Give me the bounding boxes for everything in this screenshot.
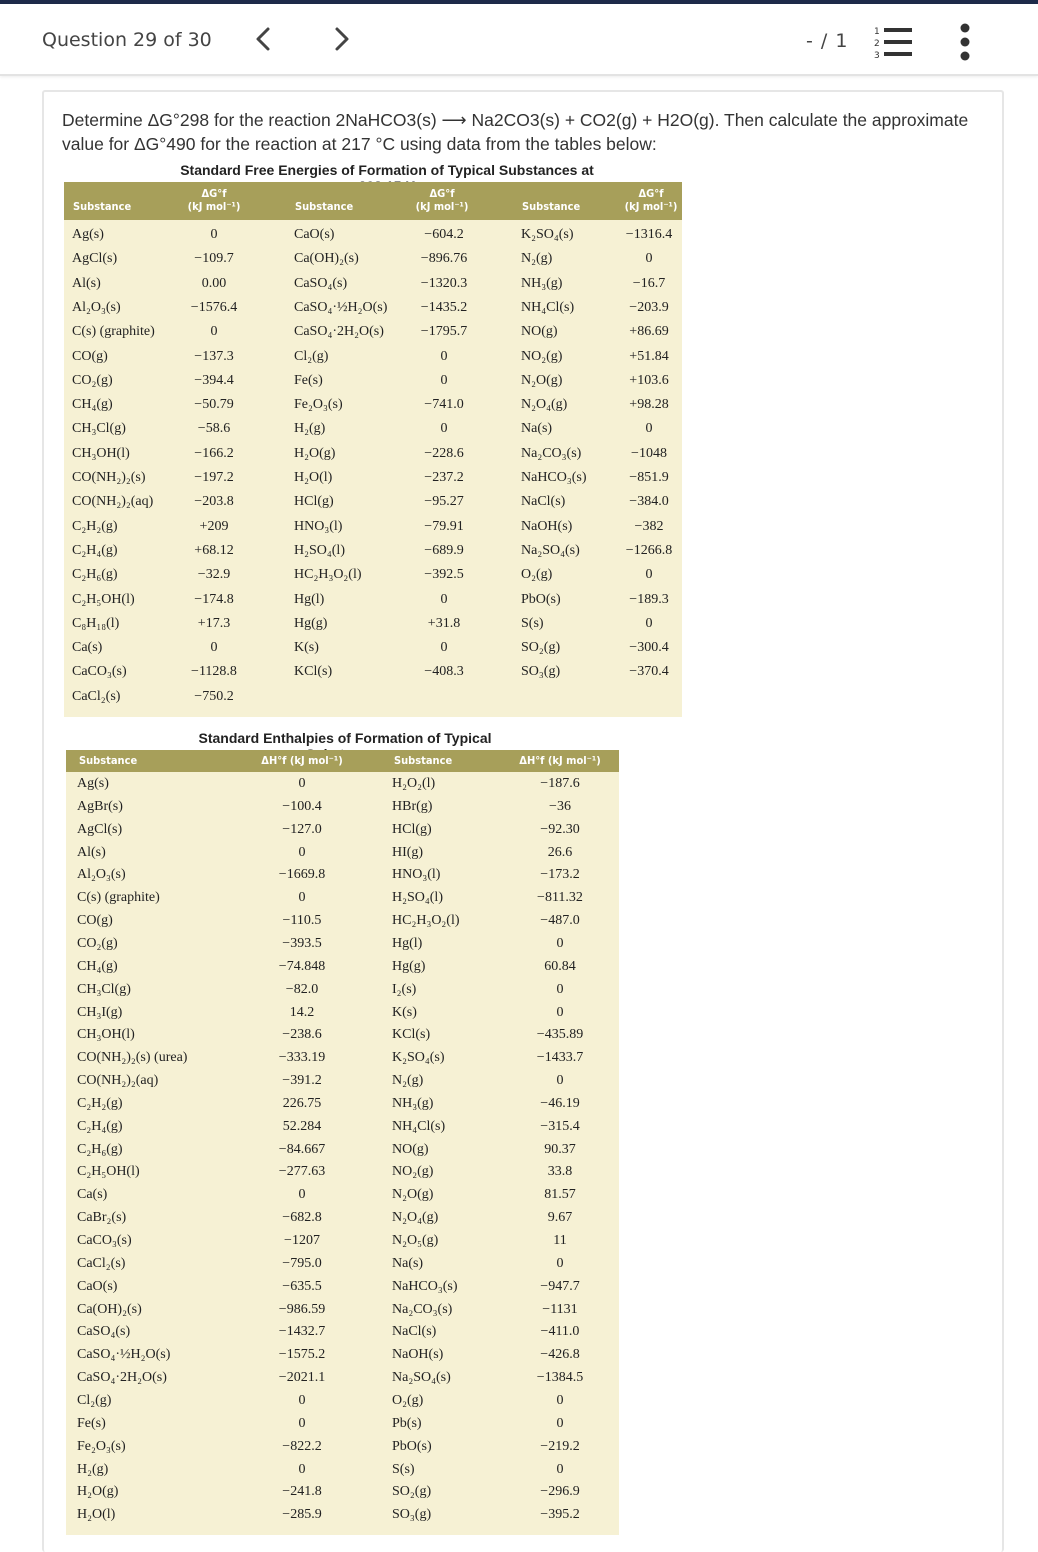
table-value-cell: −277.63 bbox=[278, 1164, 326, 1180]
table-substance-cell: O₂(g) bbox=[392, 1392, 424, 1408]
table-value-cell: +86.69 bbox=[629, 324, 669, 340]
table-value-cell: 81.57 bbox=[544, 1187, 576, 1203]
table-value-cell: +17.3 bbox=[197, 615, 231, 631]
more-options-button[interactable] bbox=[955, 20, 975, 64]
table-value-cell: −127.0 bbox=[282, 821, 322, 837]
table-value-cell: −79.91 bbox=[424, 518, 464, 534]
header-value-1 bbox=[174, 187, 254, 213]
table-value-cell: −395.2 bbox=[540, 1507, 580, 1523]
header-value-unit: (kJ mol⁻¹) bbox=[187, 200, 241, 213]
table-substance-cell: Ca(s) bbox=[72, 640, 103, 656]
table-value-cell: 0 bbox=[556, 1073, 564, 1089]
table-substance-cell: CO(NH₂)₂(aq) bbox=[72, 494, 154, 510]
table-value-cell: 0.00 bbox=[201, 275, 227, 291]
table-value-cell: −219.2 bbox=[540, 1438, 580, 1454]
next-question-button[interactable] bbox=[326, 24, 356, 54]
table-value-cell: 33.8 bbox=[547, 1164, 573, 1180]
table-value-cell: 0 bbox=[645, 615, 653, 631]
table-value-cell: −285.9 bbox=[282, 1507, 322, 1523]
table-substance-cell: C₂H₆(g) bbox=[72, 567, 118, 583]
table-substance-cell: CH₃I(g) bbox=[77, 1004, 123, 1020]
enthalpy-table bbox=[66, 750, 619, 1535]
table-substance-cell: C₂H₂(g) bbox=[77, 1095, 123, 1111]
table-substance-cell: CH₄(g) bbox=[77, 958, 118, 974]
table-substance-cell: NaOH(s) bbox=[392, 1347, 444, 1363]
question-text bbox=[62, 108, 982, 156]
header-value-symbol: ΔG°f bbox=[638, 187, 664, 200]
table-value-cell: −384.0 bbox=[629, 494, 669, 510]
table-substance-cell: CaBr₂(s) bbox=[77, 1210, 127, 1226]
table-value-cell: −382 bbox=[634, 518, 664, 534]
table-substance-cell: CaO(s) bbox=[77, 1278, 118, 1294]
table-value-cell: −408.3 bbox=[424, 664, 464, 680]
table-substance-cell: HNO₃(l) bbox=[294, 518, 343, 534]
table-substance-cell: Cl₂(g) bbox=[294, 348, 329, 364]
table-value-cell: 0 bbox=[210, 324, 218, 340]
table-value-cell: −1207 bbox=[284, 1233, 320, 1248]
table-value-cell: 0 bbox=[298, 1392, 306, 1408]
table-substance-cell: C₂H₅OH(l) bbox=[72, 591, 135, 607]
table-value-cell: 0 bbox=[556, 1392, 564, 1408]
table-substance-cell: KCl(s) bbox=[294, 664, 333, 680]
free-energy-table-title: Standard Free Energies of Formation of Typical Substances at bbox=[180, 162, 594, 178]
header-value-symbol: ΔG°f bbox=[201, 187, 227, 200]
table-substance-cell: Fe(s) bbox=[77, 1415, 106, 1431]
table-substance-cell: Hg(l) bbox=[294, 591, 325, 607]
table-value-cell: −741.0 bbox=[424, 397, 464, 413]
table-substance-cell: CH₃OH(l) bbox=[77, 1027, 135, 1043]
chevron-right-icon bbox=[326, 24, 356, 54]
table-value-cell: 0 bbox=[556, 1415, 564, 1431]
svg-text:3: 3 bbox=[874, 51, 880, 60]
table-value-cell: −82.0 bbox=[285, 981, 319, 997]
table-substance-cell: HNO₃(l) bbox=[392, 867, 441, 883]
table-value-cell: 0 bbox=[298, 1187, 306, 1203]
table-value-cell: +31.8 bbox=[427, 615, 461, 631]
table-substance-cell: CO(g) bbox=[72, 348, 108, 364]
table-substance-cell: H₂O₂(l) bbox=[392, 776, 436, 791]
table-value-cell: −197.2 bbox=[194, 470, 234, 485]
question-header bbox=[0, 4, 1038, 76]
table-substance-cell: C₂H₅OH(l) bbox=[77, 1164, 140, 1180]
table-value-cell: 0 bbox=[440, 372, 448, 388]
table-substance-cell: C₂H₄(g) bbox=[72, 542, 118, 558]
table-substance-cell: Na(s) bbox=[521, 421, 553, 437]
table-value-cell: −487.0 bbox=[540, 913, 580, 929]
table-substance-cell: CaCO₃(s) bbox=[77, 1233, 132, 1248]
table-value-cell: −947.7 bbox=[540, 1278, 580, 1294]
table-substance-cell: CO(g) bbox=[77, 913, 113, 929]
table-substance-cell: AgBr(s) bbox=[77, 798, 123, 814]
table-substance-cell: H₂O(l) bbox=[294, 470, 333, 485]
table-substance-cell: K₂SO₄(s) bbox=[392, 1050, 445, 1066]
table-value-cell: −1575.2 bbox=[278, 1347, 326, 1363]
table-substance-cell: NH₄Cl(s) bbox=[392, 1118, 446, 1134]
table-value-cell: −1669.8 bbox=[278, 867, 326, 883]
table-value-cell: 0 bbox=[645, 421, 653, 437]
table-value-cell: 0 bbox=[298, 1461, 306, 1477]
table-value-cell: −74.848 bbox=[278, 958, 326, 974]
table-value-cell: −238.6 bbox=[282, 1027, 322, 1043]
table-value-cell: −1316.4 bbox=[625, 227, 673, 242]
score-display: - / 1 bbox=[806, 30, 849, 52]
header-value-symbol: ΔG°f bbox=[429, 187, 455, 200]
header-substance-2: Substance bbox=[394, 754, 453, 767]
table-value-cell: −300.4 bbox=[629, 640, 669, 656]
table-substance-cell: NH₃(g) bbox=[392, 1095, 434, 1111]
table-substance-cell: HCl(g) bbox=[294, 494, 334, 510]
table-value-cell: +68.12 bbox=[194, 542, 234, 558]
table-substance-cell: CO₂(g) bbox=[72, 372, 113, 388]
table-value-cell: +51.84 bbox=[629, 348, 669, 364]
table-value-cell: −32.9 bbox=[197, 567, 231, 583]
table-substance-cell: C₈H₁₈(l) bbox=[72, 615, 120, 631]
table-value-cell: −811.32 bbox=[537, 890, 583, 906]
enthalpy-table-title: Standard Enthalpies of Formation of Typical bbox=[198, 730, 492, 746]
table-substance-cell: HI(g) bbox=[392, 844, 424, 860]
table-value-cell: −822.2 bbox=[282, 1438, 322, 1454]
question-list-button[interactable] bbox=[872, 24, 914, 60]
table-value-cell: −750.2 bbox=[194, 688, 234, 704]
table-substance-cell: NO(g) bbox=[521, 324, 558, 340]
table-substance-cell: I₂(s) bbox=[392, 981, 417, 997]
previous-question-button[interactable] bbox=[249, 24, 279, 54]
table-substance-cell: AgCl(s) bbox=[77, 821, 123, 837]
table-substance-cell: Ag(s) bbox=[77, 776, 109, 791]
table-value-cell: −1131 bbox=[542, 1301, 578, 1317]
table-substance-cell: C₂H₆(g) bbox=[77, 1141, 123, 1157]
table-substance-cell: NaHCO₃(s) bbox=[521, 470, 587, 485]
table-value-cell: −1435.2 bbox=[420, 299, 468, 315]
table-substance-cell: Al₂O₃(s) bbox=[77, 867, 126, 883]
table-substance-cell: Na₂CO₃(s) bbox=[521, 445, 582, 461]
table-value-cell: −100.4 bbox=[282, 798, 322, 814]
table-value-cell: 0 bbox=[298, 890, 306, 906]
table-value-cell: −604.2 bbox=[424, 227, 464, 242]
table-substance-cell: CO(NH₂)₂(aq) bbox=[77, 1073, 159, 1089]
table-value-cell: −795.0 bbox=[282, 1255, 322, 1271]
table-substance-cell: CH₃Cl(g) bbox=[77, 981, 131, 997]
table-value-cell: 0 bbox=[556, 981, 564, 997]
table-substance-cell: Cl₂(g) bbox=[77, 1392, 112, 1408]
table-substance-cell: Ca(OH)₂(s) bbox=[77, 1301, 142, 1317]
table-value-cell: 11 bbox=[553, 1233, 567, 1248]
table-value-cell: −237.2 bbox=[424, 470, 464, 485]
table-value-cell: −92.30 bbox=[540, 821, 580, 837]
table-value-cell: −682.8 bbox=[282, 1210, 322, 1226]
table-substance-cell: H₂O(g) bbox=[294, 445, 336, 461]
table-substance-cell: Na₂SO₄(s) bbox=[392, 1370, 451, 1386]
table-substance-cell: PbO(s) bbox=[521, 591, 561, 607]
table-substance-cell: CaCl₂(s) bbox=[77, 1255, 126, 1271]
more-vertical-icon bbox=[955, 20, 975, 64]
header-value-unit: (kJ mol⁻¹) bbox=[415, 200, 469, 213]
table-substance-cell: H₂SO₄(l) bbox=[294, 542, 345, 558]
table-substance-cell: NaHCO₃(s) bbox=[392, 1278, 458, 1294]
table-value-cell: −986.59 bbox=[278, 1301, 326, 1317]
free-energy-table bbox=[64, 182, 682, 717]
table-substance-cell: HC₂H₃O₂(l) bbox=[392, 913, 460, 929]
free-energy-table-header bbox=[64, 182, 682, 220]
table-value-cell: 0 bbox=[556, 1255, 564, 1271]
table-substance-cell: Pb(s) bbox=[392, 1415, 422, 1431]
table-substance-cell: CaCO₃(s) bbox=[72, 664, 127, 680]
table-substance-cell: H₂SO₄(l) bbox=[392, 890, 443, 906]
table-substance-cell: Fe₂O₃(s) bbox=[77, 1438, 126, 1454]
table-substance-cell: C(s) (graphite) bbox=[72, 324, 155, 340]
table-value-cell: −203.9 bbox=[629, 299, 669, 315]
chevron-left-icon bbox=[249, 24, 279, 54]
table-substance-cell: N₂O₄(g) bbox=[392, 1210, 439, 1226]
table-substance-cell: H₂O(l) bbox=[77, 1507, 116, 1523]
table-substance-cell: H₂O(g) bbox=[77, 1484, 119, 1500]
table-value-cell: −411.0 bbox=[540, 1324, 580, 1340]
table-value-cell: 0 bbox=[556, 1004, 564, 1020]
header-substance-2: Substance bbox=[295, 200, 354, 213]
table-substance-cell: K(s) bbox=[392, 1004, 417, 1020]
table-substance-cell: HC₂H₃O₂(l) bbox=[294, 567, 362, 583]
table-value-cell: −1795.7 bbox=[420, 324, 468, 340]
enthalpy-table-header bbox=[66, 750, 619, 772]
table-substance-cell: C₂H₂(g) bbox=[72, 518, 118, 534]
table-substance-cell: Na₂SO₄(s) bbox=[521, 542, 580, 558]
table-value-cell: +209 bbox=[199, 518, 229, 534]
header-value-2 bbox=[402, 187, 482, 213]
table-substance-cell: N₂(g) bbox=[521, 251, 553, 267]
table-substance-cell: C₂H₄(g) bbox=[77, 1118, 123, 1134]
table-substance-cell: SO₂(g) bbox=[521, 640, 561, 656]
table-substance-cell: CaSO₄(s) bbox=[77, 1324, 131, 1340]
table-substance-cell: Fe₂O₃(s) bbox=[294, 397, 343, 413]
header-value-3 bbox=[611, 187, 691, 213]
table-substance-cell: PbO(s) bbox=[392, 1438, 432, 1454]
table-substance-cell: CO(NH₂)₂(s) (urea) bbox=[77, 1050, 188, 1066]
table-value-cell: −228.6 bbox=[424, 445, 464, 461]
table-value-cell: 0 bbox=[210, 640, 218, 656]
table-value-cell: −391.2 bbox=[282, 1073, 322, 1089]
table-value-cell: −1433.7 bbox=[536, 1050, 584, 1066]
table-substance-cell: CO(NH₂)₂(s) bbox=[72, 470, 146, 485]
header-value-unit: (kJ mol⁻¹) bbox=[624, 200, 678, 213]
table-substance-cell: CaSO₄·½H₂O(s) bbox=[77, 1347, 171, 1363]
table-value-cell: 0 bbox=[298, 776, 306, 791]
table-value-cell: −1384.5 bbox=[536, 1370, 584, 1386]
table-value-cell: −1128.8 bbox=[191, 664, 237, 680]
table-value-cell: −187.6 bbox=[540, 776, 580, 791]
table-substance-cell: CaSO₄·½H₂O(s) bbox=[294, 299, 388, 315]
table-substance-cell: Hg(l) bbox=[392, 935, 423, 951]
table-substance-cell: N₂O(g) bbox=[521, 372, 563, 388]
table-substance-cell: O₂(g) bbox=[521, 567, 553, 583]
table-value-cell: −296.9 bbox=[540, 1484, 580, 1500]
table-value-cell: 0 bbox=[440, 348, 448, 364]
table-substance-cell: K(s) bbox=[294, 640, 319, 656]
header-value-1: ΔH°f (kJ mol⁻¹) bbox=[261, 754, 343, 767]
table-value-cell: −95.27 bbox=[424, 494, 464, 510]
table-substance-cell: CH₄(g) bbox=[72, 397, 113, 413]
question-card bbox=[42, 90, 1004, 1552]
table-value-cell: 0 bbox=[440, 421, 448, 437]
table-value-cell: −1266.8 bbox=[625, 542, 673, 558]
table-value-cell: 26.6 bbox=[547, 844, 573, 860]
table-substance-cell: Ag(s) bbox=[72, 227, 104, 242]
numbered-list-icon bbox=[872, 24, 914, 60]
table-substance-cell: Ca(s) bbox=[77, 1187, 108, 1203]
table-value-cell: −166.2 bbox=[194, 445, 234, 461]
table-value-cell: −394.4 bbox=[194, 372, 234, 388]
table-value-cell: −36 bbox=[549, 798, 571, 814]
table-value-cell: −84.667 bbox=[278, 1141, 326, 1157]
table-substance-cell: Fe(s) bbox=[294, 372, 323, 388]
svg-text:2: 2 bbox=[874, 39, 880, 49]
table-substance-cell: C(s) (graphite) bbox=[77, 890, 160, 906]
table-value-cell: −2021.1 bbox=[278, 1370, 326, 1386]
table-value-cell: 0 bbox=[645, 251, 653, 267]
table-value-cell: 14.2 bbox=[289, 1004, 315, 1020]
header-value-2: ΔH°f (kJ mol⁻¹) bbox=[519, 754, 601, 767]
table-substance-cell: NaCl(s) bbox=[521, 494, 566, 510]
table-substance-cell: HCl(g) bbox=[392, 821, 432, 837]
table-value-cell: −1576.4 bbox=[190, 299, 238, 315]
table-value-cell: 226.75 bbox=[282, 1095, 322, 1111]
table-substance-cell: CaCl₂(s) bbox=[72, 688, 121, 704]
table-substance-cell: Na(s) bbox=[392, 1255, 424, 1271]
table-substance-cell: CaSO₄·2H₂O(s) bbox=[77, 1370, 167, 1386]
table-substance-cell: Al(s) bbox=[77, 844, 106, 860]
table-substance-cell: CaO(s) bbox=[294, 227, 335, 242]
table-substance-cell: N₂O₅(g) bbox=[392, 1233, 439, 1248]
table-substance-cell: CaSO₄(s) bbox=[294, 275, 348, 291]
table-substance-cell: AgCl(s) bbox=[72, 251, 118, 267]
table-value-cell: −50.79 bbox=[194, 397, 234, 413]
table-value-cell: 0 bbox=[556, 1461, 564, 1477]
table-substance-cell: HBr(g) bbox=[392, 798, 433, 814]
table-substance-cell: NaOH(s) bbox=[521, 518, 573, 534]
table-value-cell: −46.19 bbox=[540, 1095, 580, 1111]
table-value-cell: 90.37 bbox=[544, 1141, 576, 1157]
table-value-cell: −58.6 bbox=[197, 421, 231, 437]
table-value-cell: −137.3 bbox=[194, 348, 234, 364]
table-value-cell: 0 bbox=[210, 227, 218, 242]
table-substance-cell: K₂SO₄(s) bbox=[521, 227, 574, 242]
table-substance-cell: NH₃(g) bbox=[521, 275, 563, 291]
table-substance-cell: NO₂(g) bbox=[392, 1164, 434, 1180]
table-substance-cell: N₂(g) bbox=[392, 1073, 424, 1089]
header-substance-1: Substance bbox=[79, 754, 138, 767]
table-value-cell: 9.67 bbox=[547, 1210, 573, 1226]
table-substance-cell: H₂(g) bbox=[294, 421, 326, 437]
table-value-cell: −241.8 bbox=[282, 1484, 322, 1500]
table-value-cell: −174.8 bbox=[194, 591, 234, 607]
table-value-cell: +103.6 bbox=[629, 372, 669, 388]
table-value-cell: −1320.3 bbox=[420, 275, 468, 291]
table-value-cell: −173.2 bbox=[540, 867, 580, 883]
table-substance-cell: Hg(g) bbox=[392, 958, 426, 974]
table-value-cell: −392.5 bbox=[424, 567, 464, 583]
table-substance-cell: Al(s) bbox=[72, 275, 101, 291]
table-substance-cell: NO(g) bbox=[392, 1141, 429, 1157]
question-line-2: value for ΔG°490 for the reaction at 217 °C using data from the tables below: bbox=[62, 134, 657, 154]
table-substance-cell: NO₂(g) bbox=[521, 348, 563, 364]
table-substance-cell: CH₃Cl(g) bbox=[72, 421, 126, 437]
table-substance-cell: SO₃(g) bbox=[392, 1507, 432, 1523]
table-value-cell: −203.8 bbox=[194, 494, 234, 510]
table-substance-cell: NH₄Cl(s) bbox=[521, 299, 575, 315]
table-value-cell: 0 bbox=[556, 935, 564, 951]
table-substance-cell: Ca(OH)₂(s) bbox=[294, 251, 359, 267]
table-value-cell: −635.5 bbox=[282, 1278, 322, 1294]
table-value-cell: −1048 bbox=[631, 445, 667, 461]
table-substance-cell: N₂O(g) bbox=[392, 1187, 434, 1203]
table-value-cell: 0 bbox=[440, 591, 448, 607]
table-substance-cell: SO₃(g) bbox=[521, 664, 561, 680]
table-substance-cell: H₂(g) bbox=[77, 1461, 109, 1477]
table-value-cell: −370.4 bbox=[629, 664, 669, 680]
table-value-cell: −189.3 bbox=[629, 591, 669, 607]
table-value-cell: −896.76 bbox=[420, 251, 468, 267]
table-value-cell: 0 bbox=[645, 567, 653, 583]
table-value-cell: −333.19 bbox=[278, 1050, 326, 1066]
header-substance-1: Substance bbox=[73, 200, 132, 213]
table-value-cell: 0 bbox=[298, 1415, 306, 1431]
table-value-cell: −435.89 bbox=[536, 1027, 584, 1043]
svg-text:1: 1 bbox=[874, 27, 880, 37]
table-value-cell: −689.9 bbox=[424, 542, 464, 558]
table-substance-cell: SO₂(g) bbox=[392, 1484, 432, 1500]
table-value-cell: −110.5 bbox=[282, 913, 322, 929]
question-counter: Question 29 of 30 bbox=[42, 29, 212, 51]
table-value-cell: −1432.7 bbox=[278, 1324, 326, 1340]
table-substance-cell: KCl(s) bbox=[392, 1027, 431, 1043]
table-value-cell: −109.7 bbox=[194, 251, 234, 267]
table-substance-cell: CaSO₄·2H₂O(s) bbox=[294, 324, 384, 340]
table-substance-cell: CH₃OH(l) bbox=[72, 445, 130, 461]
table-substance-cell: Na₂CO₃(s) bbox=[392, 1301, 453, 1317]
table-value-cell: −16.7 bbox=[632, 275, 666, 291]
table-value-cell: 0 bbox=[298, 844, 306, 860]
table-substance-cell: NaCl(s) bbox=[392, 1324, 437, 1340]
table-substance-cell: Al₂O₃(s) bbox=[72, 299, 121, 315]
table-value-cell: −393.5 bbox=[282, 935, 322, 951]
table-substance-cell: CO₂(g) bbox=[77, 935, 118, 951]
table-value-cell: 0 bbox=[440, 640, 448, 656]
table-value-cell: −426.8 bbox=[540, 1347, 580, 1363]
table-value-cell: +98.28 bbox=[629, 397, 669, 413]
table-substance-cell: Hg(g) bbox=[294, 615, 328, 631]
table-substance-cell: N₂O₄(g) bbox=[521, 397, 568, 413]
table-substance-cell: S(s) bbox=[392, 1461, 415, 1477]
table-substance-cell: S(s) bbox=[521, 615, 544, 631]
header-substance-3: Substance bbox=[522, 200, 581, 213]
table-value-cell: −851.9 bbox=[629, 470, 669, 485]
table-value-cell: 52.284 bbox=[282, 1118, 322, 1134]
question-line-1: Determine ΔG°298 for the reaction 2NaHCO3(s) ⟶ Na2CO3(s) + CO2(g) + H2O(g). Then calculate the approximate bbox=[62, 110, 969, 130]
table-value-cell: 60.84 bbox=[544, 958, 576, 974]
table-value-cell: −315.4 bbox=[540, 1118, 580, 1134]
